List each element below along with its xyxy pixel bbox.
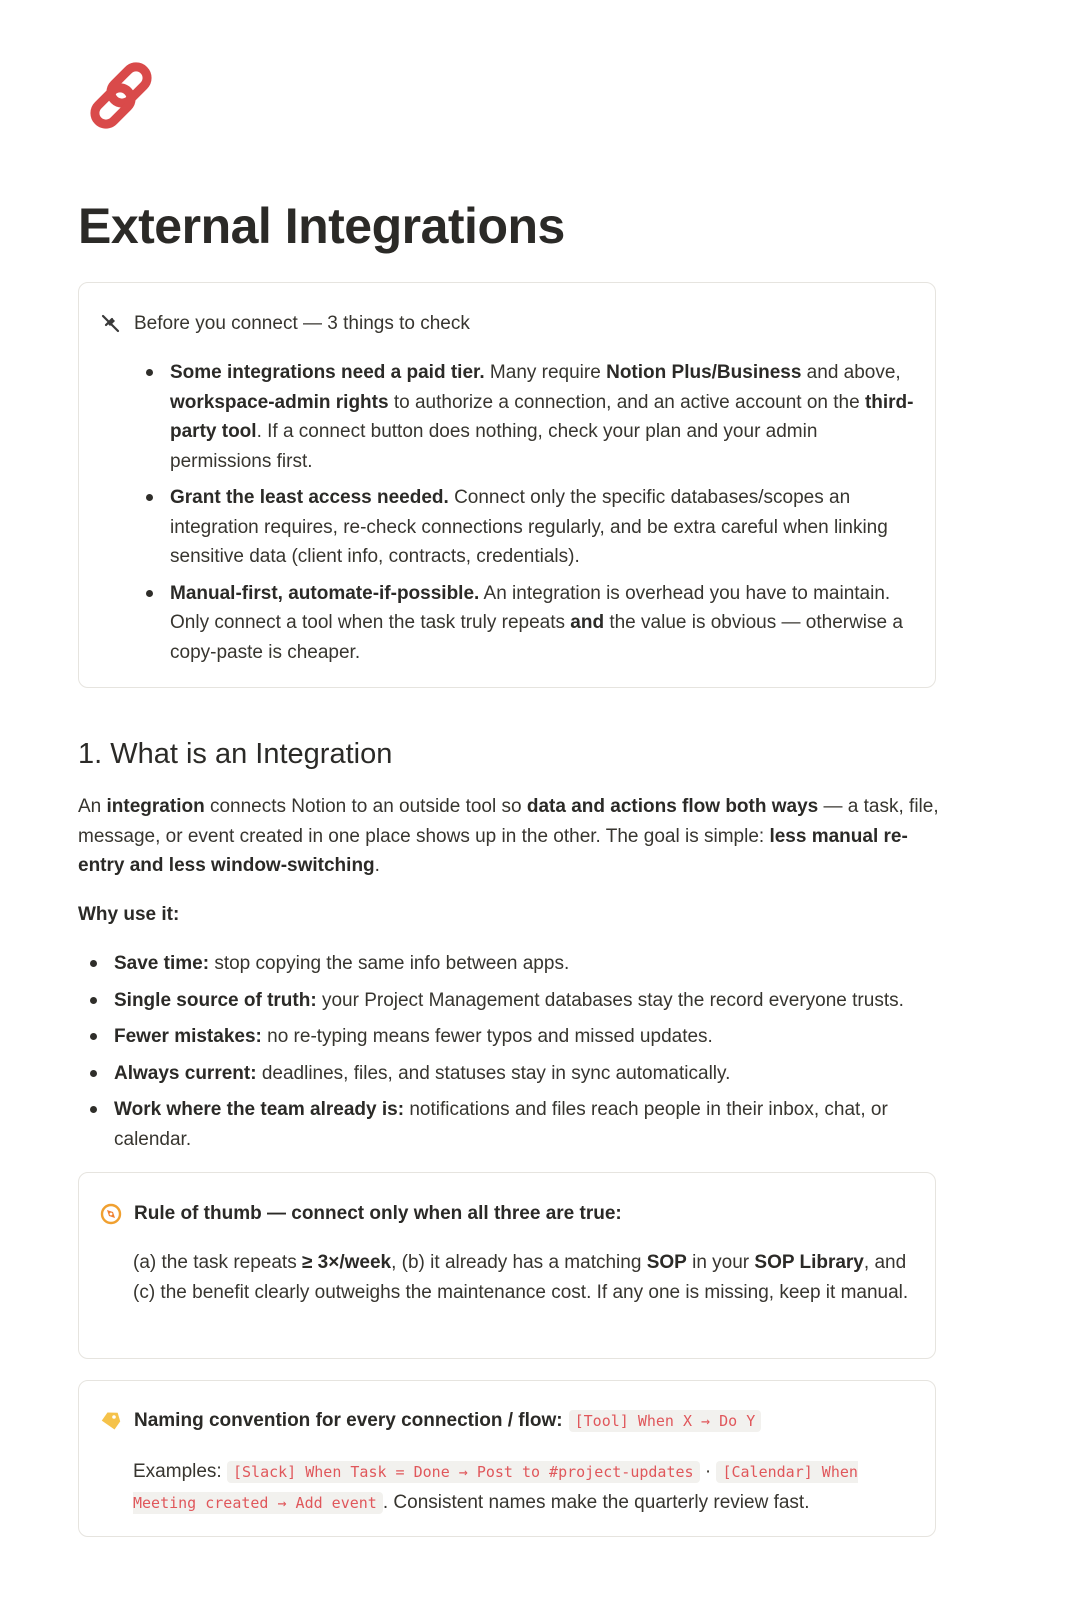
label-icon xyxy=(99,1409,123,1433)
callout-before-you-connect xyxy=(78,282,936,688)
example-code: [Calendar] When Meeting created → Add event xyxy=(133,1463,858,1512)
callout-header xyxy=(99,1200,622,1228)
section-heading: 1. What is an Integration xyxy=(78,738,393,770)
callout-title: Before you connect — 3 things to check xyxy=(134,313,470,334)
callout-body: (a) the task repeats ≥ 3×/week, (b) it already has a matching SOP in your SOP Library, and (c) the benefit clearly outweighs the maintenance cost. If any one is missing, keep it manual. xyxy=(133,1252,909,1303)
list-item: Some integrations need a paid tier. Many require Notion Plus/Business and above, workspace-admin rights to authorize a connection, and an active account on the third-party tool. If a connect button does nothing, check your plan and your admin permissions first. xyxy=(170,358,918,476)
page-title: External Integrations xyxy=(78,198,565,254)
callout-title: Naming convention for every connection / flow: xyxy=(134,1410,563,1431)
callout-header xyxy=(99,1407,761,1435)
why-label: Why use it: xyxy=(78,904,180,925)
compass-icon xyxy=(99,1202,123,1226)
list-item: Single source of truth: your Project Management databases stay the record everyone trusts. xyxy=(114,986,924,1016)
list-item: Save time: stop copying the same info between apps. xyxy=(114,949,924,979)
plug-icon xyxy=(99,312,123,336)
list-item: Work where the team already is: notifications and files reach people in their inbox, chat, or calendar. xyxy=(114,1095,924,1154)
callout-header xyxy=(99,310,470,338)
list-item: Manual-first, automate-if-possible. An integration is overhead you have to maintain. Only connect a tool when the task truly repeats and the value is obvious — otherwise a copy-paste is cheaper. xyxy=(170,579,918,668)
list-item: Fewer mistakes: no re-typing means fewer typos and missed updates. xyxy=(114,1022,924,1052)
list-item: Always current: deadlines, files, and statuses stay in sync automatically. xyxy=(114,1059,924,1089)
benefits-list xyxy=(114,949,924,1154)
callout-naming-convention xyxy=(78,1380,936,1537)
list-item: Grant the least access needed. Connect only the specific databases/scopes an integration requires, re-check connections regularly, and be extra careful when linking sensitive data (client info, contracts, credentials). xyxy=(170,483,918,572)
callout-title: Rule of thumb — connect only when all three are true: xyxy=(134,1203,622,1224)
link-icon[interactable] xyxy=(88,58,164,134)
example-code: [Slack] When Task = Done → Post to #project-updates xyxy=(227,1461,700,1483)
checklist xyxy=(170,358,918,667)
naming-pattern-code: [Tool] When X → Do Y xyxy=(569,1407,762,1435)
callout-body: Examples: [Slack] When Task = Done → Post to #project-updates · [Calendar] When Meeting created → Add event . Consistent names make the quarterly review fast. xyxy=(133,1461,858,1513)
callout-rule-of-thumb xyxy=(78,1172,936,1359)
intro-paragraph: An integration connects Notion to an outside tool so data and actions flow both ways — a task, file, message, or event created in one place shows up in the other. The goal is simple: less manual re-entry and less window-switching. xyxy=(78,796,939,876)
